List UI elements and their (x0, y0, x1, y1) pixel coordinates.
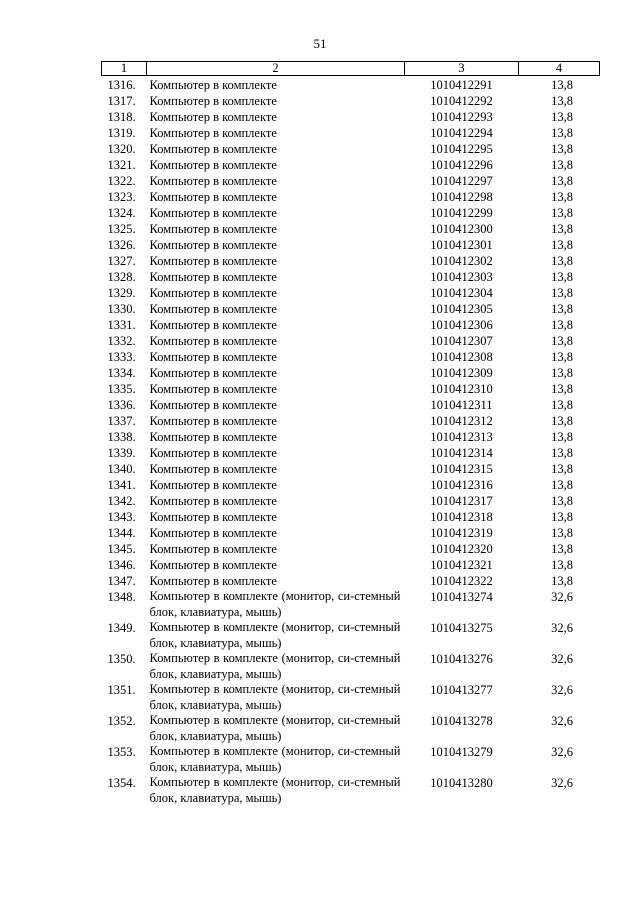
table-row (102, 109, 600, 125)
row-number: 1331. (107, 318, 136, 332)
item-name: Компьютер в комплекте (149, 366, 277, 380)
row-number: 1353. (107, 745, 136, 759)
item-name: Компьютер в комплекте (монитор, си-стемный блок, клавиатура, мышь) (149, 620, 401, 650)
column-header-2: 2 (147, 62, 405, 76)
item-name: Компьютер в комплекте (149, 302, 277, 316)
column-header-1: 1 (102, 62, 147, 76)
inventory-table (101, 61, 600, 806)
item-name: Компьютер в комплекте (149, 222, 277, 236)
table-row (102, 237, 600, 253)
item-name: Компьютер в комплекте (149, 414, 277, 428)
row-number: 1354. (107, 776, 136, 790)
row-number: 1324. (107, 206, 136, 220)
table-row (102, 775, 600, 806)
inventory-code: 1010412307 (430, 334, 493, 348)
row-number: 1333. (107, 350, 136, 364)
item-value: 13,8 (551, 110, 573, 124)
item-name: Компьютер в комплекте (монитор, си-стемный блок, клавиатура, мышь) (149, 744, 401, 774)
item-name: Компьютер в комплекте (149, 238, 277, 252)
item-name: Компьютер в комплекте (149, 350, 277, 364)
table-row (102, 429, 600, 445)
item-value: 32,6 (551, 683, 573, 697)
inventory-code: 1010412310 (430, 382, 493, 396)
item-value: 32,6 (551, 652, 573, 666)
table-row (102, 509, 600, 525)
table-row (102, 651, 600, 682)
row-number: 1349. (107, 621, 136, 635)
item-value: 13,8 (551, 286, 573, 300)
item-name: Компьютер в комплекте (149, 110, 277, 124)
item-value: 13,8 (551, 478, 573, 492)
inventory-code: 1010412299 (430, 206, 493, 220)
inventory-code: 1010413280 (430, 776, 493, 790)
inventory-code: 1010412292 (430, 94, 493, 108)
item-name: Компьютер в комплекте (монитор, си-стемный блок, клавиатура, мышь) (149, 775, 401, 805)
table-row (102, 365, 600, 381)
table-row (102, 682, 600, 713)
row-number: 1330. (107, 302, 136, 316)
table-row (102, 221, 600, 237)
inventory-code: 1010412311 (430, 398, 493, 412)
item-value: 13,8 (551, 414, 573, 428)
row-number: 1327. (107, 254, 136, 268)
inventory-code: 1010412306 (430, 318, 493, 332)
row-number: 1325. (107, 222, 136, 236)
table-row (102, 285, 600, 301)
item-value: 13,8 (551, 446, 573, 460)
item-value: 13,8 (551, 350, 573, 364)
row-number: 1337. (107, 414, 136, 428)
item-name: Компьютер в комплекте (149, 174, 277, 188)
table-row (102, 317, 600, 333)
item-name: Компьютер в комплекте (149, 558, 277, 572)
item-name: Компьютер в комплекте (149, 270, 277, 284)
row-number: 1344. (107, 526, 136, 540)
item-value: 13,8 (551, 542, 573, 556)
item-value: 13,8 (551, 318, 573, 332)
inventory-code: 1010413276 (430, 652, 493, 666)
table-row (102, 589, 600, 620)
item-value: 32,6 (551, 745, 573, 759)
row-number: 1318. (107, 110, 136, 124)
inventory-code: 1010413279 (430, 745, 493, 759)
item-value: 13,8 (551, 302, 573, 316)
inventory-code: 1010413274 (430, 590, 493, 604)
item-name: Компьютер в комплекте (монитор, си-стемный блок, клавиатура, мышь) (149, 682, 401, 712)
row-number: 1334. (107, 366, 136, 380)
table-row (102, 93, 600, 109)
table-row (102, 269, 600, 285)
item-value: 13,8 (551, 206, 573, 220)
inventory-code: 1010412314 (430, 446, 493, 460)
table-row (102, 397, 600, 413)
item-value: 13,8 (551, 494, 573, 508)
table-row (102, 525, 600, 541)
row-number: 1346. (107, 558, 136, 572)
table-row (102, 141, 600, 157)
table-row (102, 445, 600, 461)
item-name: Компьютер в комплекте (149, 158, 277, 172)
item-name: Компьютер в комплекте (149, 542, 277, 556)
item-value: 13,8 (551, 462, 573, 476)
row-number: 1326. (107, 238, 136, 252)
inventory-code: 1010412315 (430, 462, 493, 476)
item-value: 13,8 (551, 222, 573, 236)
table-row (102, 620, 600, 651)
inventory-code: 1010412317 (430, 494, 493, 508)
inventory-code: 1010412320 (430, 542, 493, 556)
inventory-code: 1010413275 (430, 621, 493, 635)
row-number: 1321. (107, 158, 136, 172)
item-value: 32,6 (551, 776, 573, 790)
row-number: 1319. (107, 126, 136, 140)
item-value: 13,8 (551, 574, 573, 588)
row-number: 1342. (107, 494, 136, 508)
item-value: 13,8 (551, 238, 573, 252)
row-number: 1317. (107, 94, 136, 108)
row-number: 1332. (107, 334, 136, 348)
item-value: 13,8 (551, 510, 573, 524)
inventory-code: 1010412301 (430, 238, 493, 252)
inventory-code: 1010412304 (430, 286, 493, 300)
item-name: Компьютер в комплекте (149, 574, 277, 588)
item-name: Компьютер в комплекте (монитор, си-стемный блок, клавиатура, мышь) (149, 589, 401, 619)
table-header-row (102, 62, 600, 76)
inventory-code: 1010412300 (430, 222, 493, 236)
item-value: 13,8 (551, 190, 573, 204)
inventory-code: 1010412295 (430, 142, 493, 156)
item-name: Компьютер в комплекте (монитор, си-стемный блок, клавиатура, мышь) (149, 651, 401, 681)
item-name: Компьютер в комплекте (149, 446, 277, 460)
item-value: 32,6 (551, 621, 573, 635)
table-row (102, 301, 600, 317)
inventory-code: 1010412291 (430, 78, 493, 92)
table-row (102, 381, 600, 397)
inventory-code: 1010412313 (430, 430, 493, 444)
row-number: 1341. (107, 478, 136, 492)
table-row (102, 76, 600, 94)
table-row (102, 493, 600, 509)
item-value: 13,8 (551, 334, 573, 348)
item-value: 13,8 (551, 366, 573, 380)
item-name: Компьютер в комплекте (149, 206, 277, 220)
row-number: 1351. (107, 683, 136, 697)
table-row (102, 461, 600, 477)
row-number: 1348. (107, 590, 136, 604)
table-row (102, 157, 600, 173)
table-row (102, 125, 600, 141)
item-value: 13,8 (551, 558, 573, 572)
item-name: Компьютер в комплекте (149, 126, 277, 140)
item-name: Компьютер в комплекте (149, 478, 277, 492)
item-name: Компьютер в комплекте (149, 494, 277, 508)
item-name: Компьютер в комплекте (149, 510, 277, 524)
table-row (102, 744, 600, 775)
item-name: Компьютер в комплекте (149, 78, 277, 92)
item-value: 13,8 (551, 254, 573, 268)
row-number: 1316. (107, 78, 136, 92)
table-row (102, 477, 600, 493)
item-name: Компьютер в комплекте (149, 254, 277, 268)
inventory-code: 1010412319 (430, 526, 493, 540)
inventory-code: 1010412316 (430, 478, 493, 492)
item-name: Компьютер в комплекте (149, 526, 277, 540)
row-number: 1328. (107, 270, 136, 284)
item-name: Компьютер в комплекте (149, 318, 277, 332)
item-value: 13,8 (551, 78, 573, 92)
inventory-code: 1010413277 (430, 683, 493, 697)
item-name: Компьютер в комплекте (монитор, си-стемный блок, клавиатура, мышь) (149, 713, 401, 743)
row-number: 1322. (107, 174, 136, 188)
table-row (102, 333, 600, 349)
item-value: 13,8 (551, 174, 573, 188)
row-number: 1340. (107, 462, 136, 476)
row-number: 1345. (107, 542, 136, 556)
inventory-code: 1010413278 (430, 714, 493, 728)
row-number: 1335. (107, 382, 136, 396)
table-row (102, 413, 600, 429)
item-value: 13,8 (551, 398, 573, 412)
item-value: 13,8 (551, 158, 573, 172)
inventory-code: 1010412293 (430, 110, 493, 124)
table-row (102, 541, 600, 557)
row-number: 1347. (107, 574, 136, 588)
page-number: 51 (313, 36, 327, 51)
row-number: 1329. (107, 286, 136, 300)
inventory-code: 1010412297 (430, 174, 493, 188)
inventory-code: 1010412298 (430, 190, 493, 204)
table-row (102, 713, 600, 744)
inventory-code: 1010412321 (430, 558, 493, 572)
row-number: 1338. (107, 430, 136, 444)
table-row (102, 173, 600, 189)
inventory-code: 1010412305 (430, 302, 493, 316)
row-number: 1320. (107, 142, 136, 156)
item-value: 13,8 (551, 94, 573, 108)
table-row (102, 557, 600, 573)
column-header-3: 3 (405, 62, 519, 76)
inventory-code: 1010412322 (430, 574, 493, 588)
item-name: Компьютер в комплекте (149, 462, 277, 476)
item-name: Компьютер в комплекте (149, 398, 277, 412)
table-row (102, 573, 600, 589)
item-name: Компьютер в комплекте (149, 430, 277, 444)
row-number: 1323. (107, 190, 136, 204)
inventory-code: 1010412309 (430, 366, 493, 380)
row-number: 1352. (107, 714, 136, 728)
item-name: Компьютер в комплекте (149, 334, 277, 348)
item-value: 13,8 (551, 382, 573, 396)
item-name: Компьютер в комплекте (149, 286, 277, 300)
item-name: Компьютер в комплекте (149, 190, 277, 204)
inventory-code: 1010412294 (430, 126, 493, 140)
table-row (102, 253, 600, 269)
inventory-code: 1010412312 (430, 414, 493, 428)
inventory-code: 1010412302 (430, 254, 493, 268)
row-number: 1350. (107, 652, 136, 666)
table-row (102, 349, 600, 365)
table-row (102, 189, 600, 205)
inventory-code: 1010412318 (430, 510, 493, 524)
item-name: Компьютер в комплекте (149, 382, 277, 396)
item-value: 32,6 (551, 714, 573, 728)
item-value: 32,6 (551, 590, 573, 604)
item-value: 13,8 (551, 430, 573, 444)
row-number: 1336. (107, 398, 136, 412)
item-value: 13,8 (551, 142, 573, 156)
item-name: Компьютер в комплекте (149, 94, 277, 108)
item-name: Компьютер в комплекте (149, 142, 277, 156)
item-value: 13,8 (551, 526, 573, 540)
inventory-code: 1010412303 (430, 270, 493, 284)
row-number: 1343. (107, 510, 136, 524)
inventory-code: 1010412296 (430, 158, 493, 172)
item-value: 13,8 (551, 126, 573, 140)
inventory-code: 1010412308 (430, 350, 493, 364)
item-value: 13,8 (551, 270, 573, 284)
column-header-4: 4 (519, 62, 600, 76)
table-row (102, 205, 600, 221)
row-number: 1339. (107, 446, 136, 460)
